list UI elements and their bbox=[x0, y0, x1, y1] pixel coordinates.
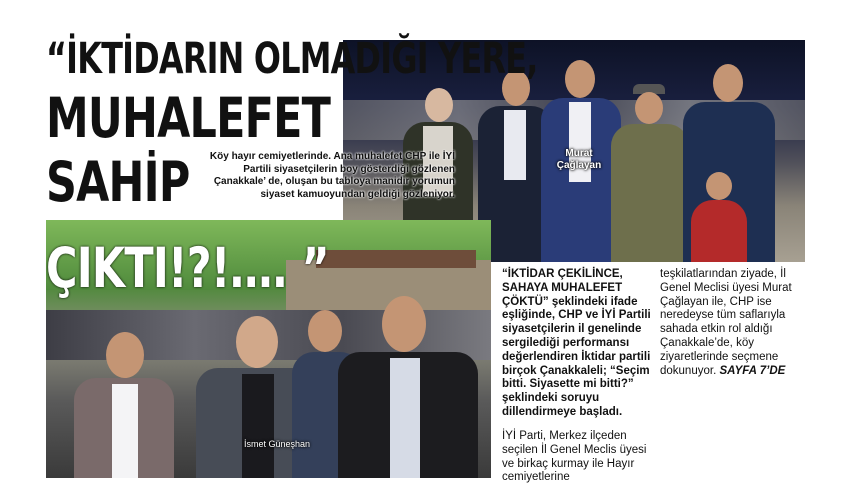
photo-caption-bottom: İsmet Güneşhan bbox=[243, 439, 311, 449]
headline-line-1: “İKTİDARIN OLMADIĞI YERE, bbox=[46, 34, 538, 84]
photo-caption-top: Murat Çağlayan bbox=[556, 148, 602, 171]
body-column-right-text: teşkilatlarından ziyade, İl Genel Meclisi üyesi Murat Çağlayan ile, CHP ise neredeyse tüm saflarıyla sahada etkin rol aldığı Çanakkale’de, köy ziyaretlerinde seçmene dokunuyor. bbox=[660, 268, 792, 377]
headline-line-3: SAHİP bbox=[46, 150, 190, 214]
headline-line-2: MUHALEFET bbox=[46, 86, 331, 150]
page-reference: SAYFA 7’DE bbox=[719, 364, 786, 377]
body-column-right bbox=[660, 268, 808, 378]
intro-deck: Köy hayır cemiyetlerinde. Ana muhalefet CHP ile İYİ Partili siyasetçilerin boy gösterdiği gözlenen Çanakkale’ de, oluşan bu tabloya manidir yorumun siyaset kamuoyundan geldiği gözleniyor. bbox=[209, 151, 455, 200]
body-column-middle-text: İYİ Parti, Merkez ilçeden seçilen İl Genel Meclis üyesi ve birkaç kurmay ile Hayır cemiyetlerine bbox=[502, 430, 647, 484]
body-column-middle-lead: “İKTİDAR ÇEKİLİNCE, SAHAYA MUHALEFET ÇÖKTÜ” şeklindeki ifade eşliğinde, CHP ve İYİ Partili siyasetçilerin il genelinde sergilediği performansı değerlendiren İktidar partili birçok Çanakkaleli; “Seçim bitti. Siyasette mi bitti?” şeklindeki soruyu dillendirmeye başladı. bbox=[502, 268, 651, 418]
headline-line-4: ÇIKTI!?!…. ” bbox=[46, 236, 329, 300]
